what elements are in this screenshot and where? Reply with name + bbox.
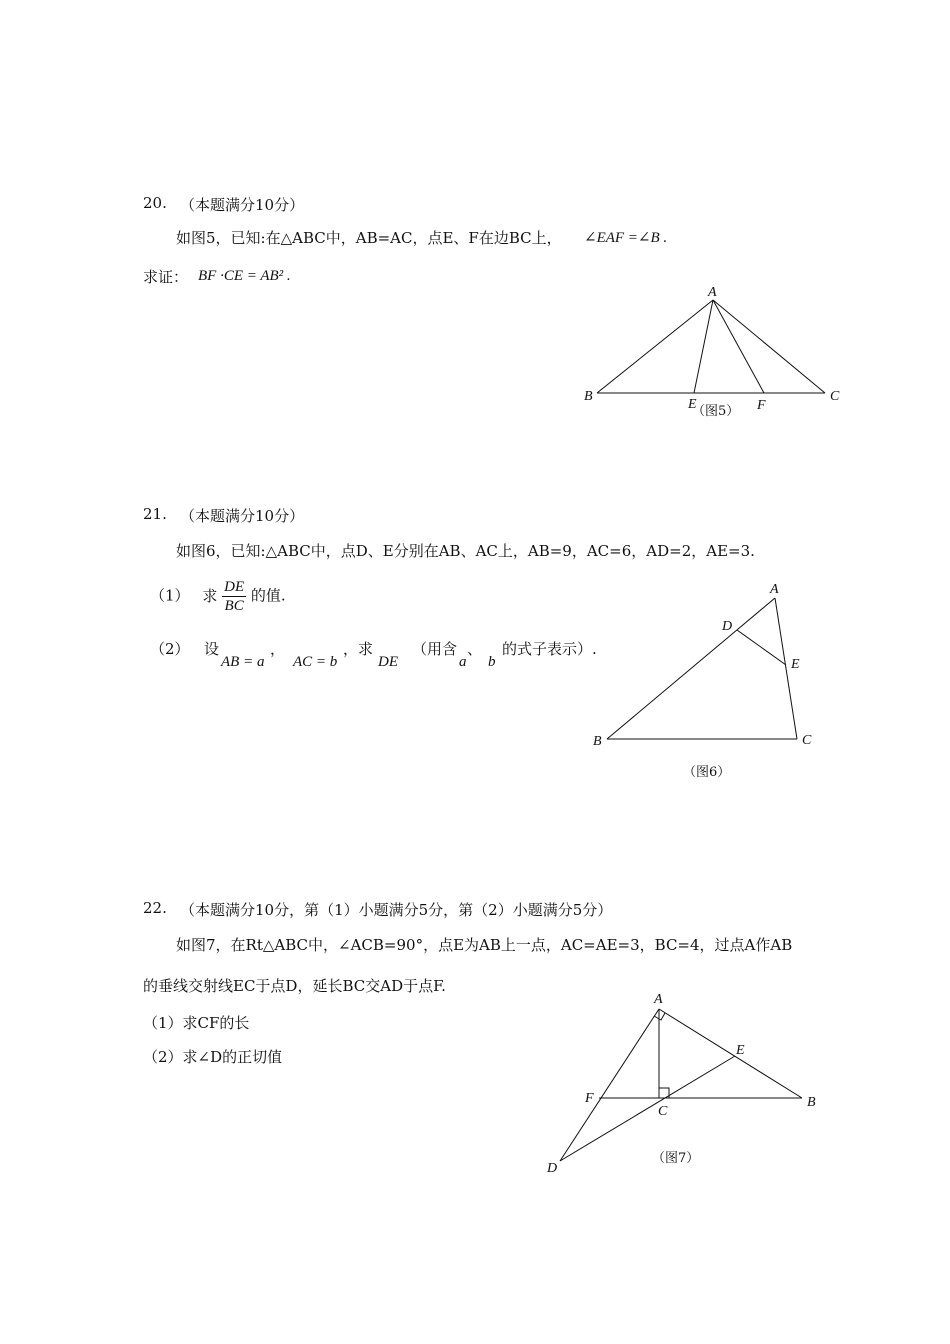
fig5-label-b: B bbox=[584, 389, 593, 404]
fig7-caption: （图7） bbox=[652, 1151, 700, 1166]
fig6-label-e: E bbox=[791, 657, 800, 672]
fig7-label-c: C bbox=[658, 1104, 668, 1119]
q21-part2-comma2: ，求 bbox=[343, 640, 374, 658]
fig5-label-e: E bbox=[688, 397, 697, 412]
q21-number: 21. bbox=[143, 505, 167, 523]
q21-part2-math-ac: AC = b bbox=[293, 654, 338, 670]
fig5-caption: （图5） bbox=[692, 404, 740, 419]
q20-line1-math: ∠EAF =∠B . bbox=[584, 230, 668, 246]
q21-part2-math-de: DE bbox=[378, 654, 398, 670]
fig5-label-a: A bbox=[708, 285, 717, 300]
q21-points: （本题满分10分） bbox=[180, 507, 305, 525]
q21-part2-text2: 的式子表示）. bbox=[502, 640, 597, 658]
q21-part2-comma1: ， bbox=[270, 640, 286, 658]
q21-part2-number: （2） bbox=[150, 640, 190, 658]
q21-part1-number: （1） bbox=[150, 586, 190, 605]
fig6-label-b: B bbox=[593, 734, 602, 749]
fig6-label-a: A bbox=[770, 582, 779, 597]
q21-fraction-numerator: DE bbox=[224, 579, 245, 595]
q22-part2: （2）求∠D的正切值 bbox=[143, 1048, 283, 1066]
q21-part2-pre: 设 bbox=[204, 640, 220, 658]
q22-part1: （1）求CF的长 bbox=[143, 1014, 250, 1032]
q21-part2-math-b: b bbox=[488, 654, 496, 670]
q20-number: 20. bbox=[143, 194, 167, 212]
q21-fraction-denominator: BC bbox=[224, 598, 244, 614]
fig7-label-b: B bbox=[807, 1095, 816, 1110]
q21-part2-text1: （用含 bbox=[412, 640, 458, 658]
fig6-label-c: C bbox=[802, 733, 812, 748]
q20-points: （本题满分10分） bbox=[180, 196, 305, 214]
q22-points: （本题满分10分，第（1）小题满分5分，第（2）小题满分5分） bbox=[180, 901, 613, 919]
q20-line1: 如图5，已知:在△ABC中，AB=AC，点E、F在边BC上， bbox=[176, 229, 562, 247]
fig6-label-d: D bbox=[722, 619, 733, 634]
q22-line1: 如图7，在Rt△ABC中，∠ACB=90°，点E为AB上一点，AC=AE=3，BC=4，过点A作AB bbox=[176, 936, 793, 954]
q21-part2-sep: 、 bbox=[467, 640, 483, 658]
q22-line2: 的垂线交射线EC于点D，延长BC交AD于点F. bbox=[143, 977, 446, 995]
q22-number: 22. bbox=[143, 899, 167, 917]
q21-part2-math-ab: AB = a bbox=[221, 654, 265, 670]
fig7-label-d: D bbox=[547, 1161, 558, 1176]
q21-line1: 如图6，已知:△ABC中，点D、E分别在AB、AC上，AB=9，AC=6，AD=2，AE=3. bbox=[176, 542, 755, 560]
fig5-label-f: F bbox=[757, 398, 766, 413]
q20-prove-math: BF ·CE = AB² . bbox=[198, 268, 291, 284]
fig7-label-a: A bbox=[654, 992, 663, 1007]
q21-part1-post: 的值. bbox=[250, 586, 286, 605]
fig7-label-f: F bbox=[585, 1091, 594, 1106]
fig6-caption: （图6） bbox=[683, 765, 731, 780]
q21-part1-pre: 求 bbox=[202, 586, 218, 605]
q21-part2-math-a: a bbox=[459, 654, 467, 670]
q20-prove-label: 求证： bbox=[143, 268, 189, 286]
fig5-label-c: C bbox=[830, 389, 840, 404]
fig7-label-e: E bbox=[736, 1043, 745, 1058]
